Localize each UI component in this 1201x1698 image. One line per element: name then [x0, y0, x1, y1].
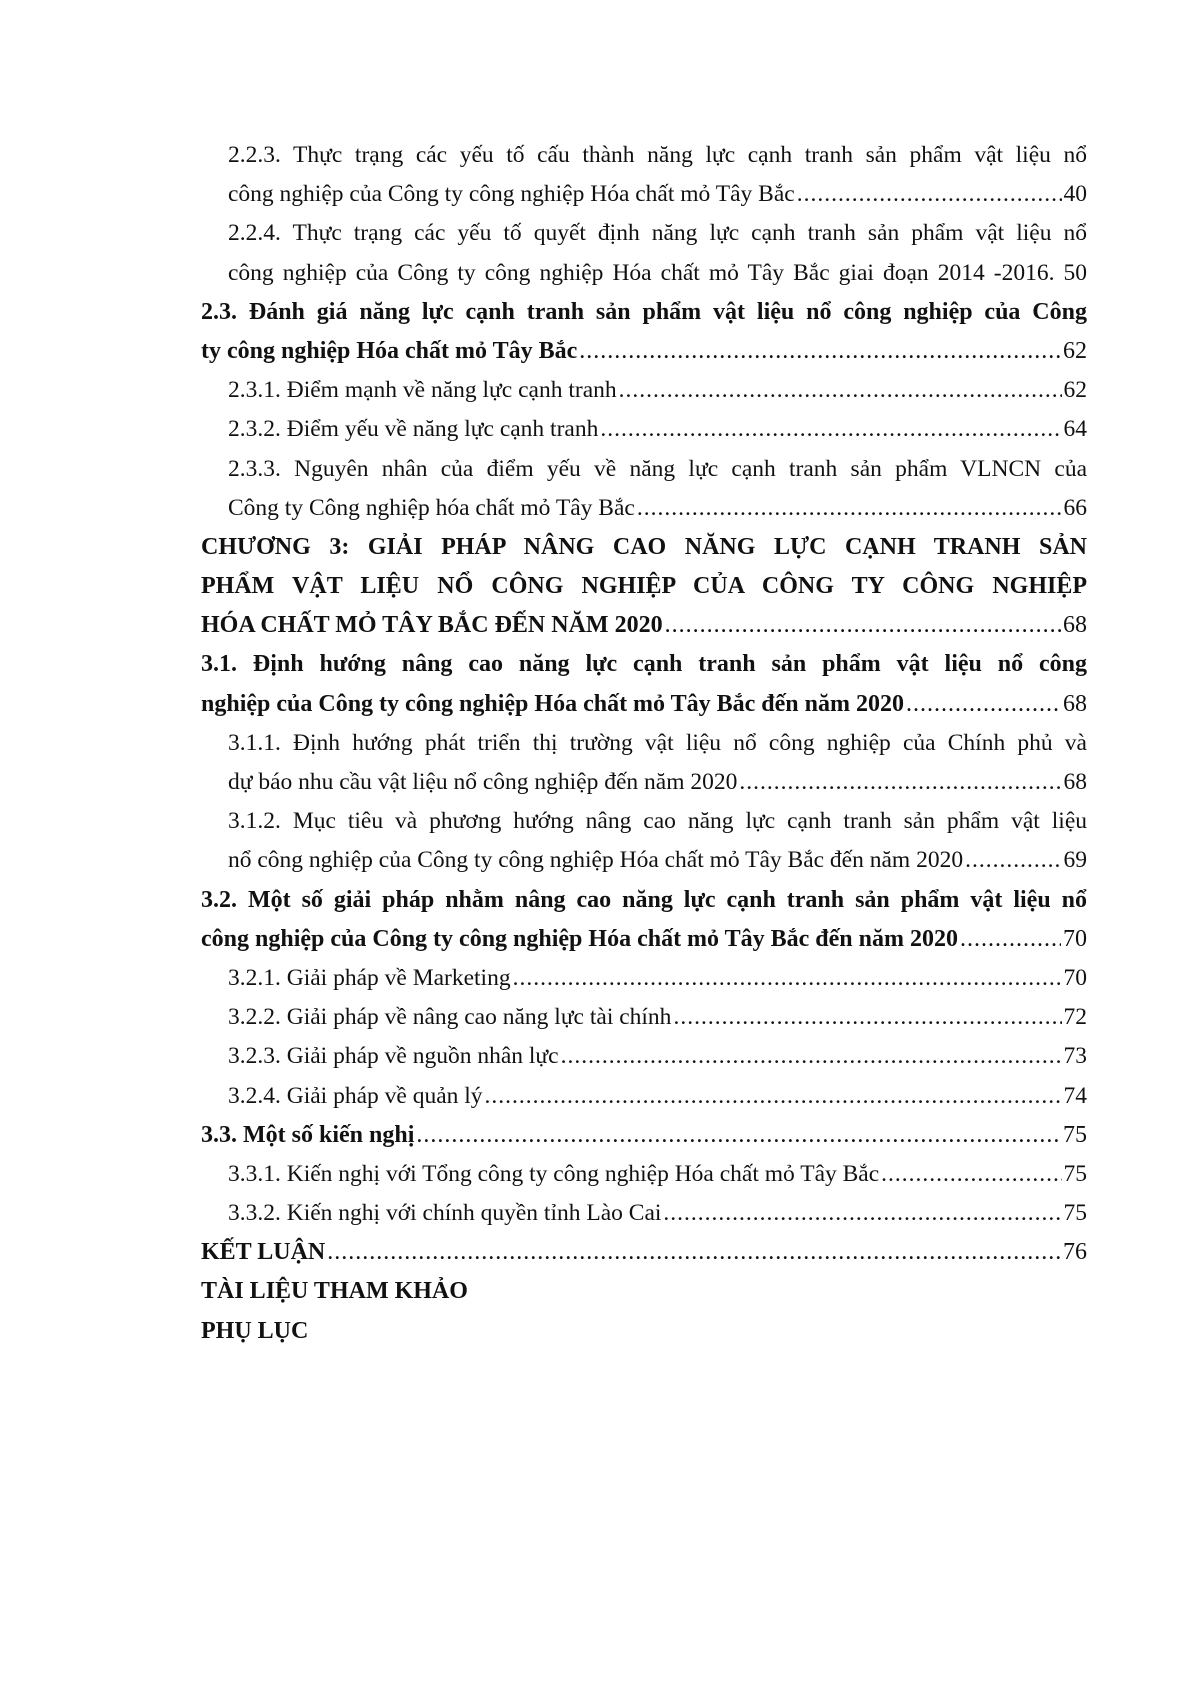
toc-entry-3-1-1-line-1: 3.1.1. Định hướng phát triển thị trường vật liệu nổ công nghiệp của Chính phủ và — [228, 729, 1087, 756]
toc-entry-text: công nghiệp của Công ty công nghiệp Hóa chất mỏ Tây Bắc đến năm 2020 — [201, 925, 958, 952]
toc-entry-3-1-1-line-2 — [201, 763, 1087, 802]
toc-entry-text: 2.3.2. Điểm yếu về năng lực cạnh tranh — [228, 416, 599, 443]
toc-entry-3-2-line-1: 3.2. Một số giải pháp nhằm nâng cao năng lực cạnh tranh sản phẩm vật liệu nổ — [201, 886, 1087, 913]
toc-entry-ket-luan — [201, 1233, 1087, 1272]
toc-entry-2-3-line-1: 2.3. Đánh giá năng lực cạnh tranh sản phẩm vật liệu nổ công nghiệp của Công — [201, 298, 1087, 325]
toc-entry-2-3-3-line-2 — [201, 489, 1087, 528]
toc-page-number: 70 — [1063, 925, 1087, 952]
dot-leader — [327, 1233, 1061, 1272]
dot-leader — [673, 998, 1061, 1037]
toc-page-number: 64 — [1063, 416, 1087, 443]
toc-entry-3-3-2 — [201, 1194, 1087, 1233]
toc-entry-chapter-3-line-3 — [201, 606, 1087, 645]
dot-leader — [485, 1077, 1062, 1116]
toc-page-number: 69 — [1063, 847, 1087, 874]
toc-entry-text: 3.3.1. Kiến nghị với Tổng công ty công nghiệp Hóa chất mỏ Tây Bắc — [228, 1160, 880, 1187]
dot-leader — [600, 410, 1061, 449]
dot-leader — [665, 606, 1061, 645]
toc-page-number: 68 — [1063, 690, 1087, 717]
toc-page-number: 70 — [1063, 964, 1087, 991]
dot-leader — [965, 841, 1061, 880]
toc-entry-2-3-2 — [201, 410, 1087, 449]
dot-leader — [416, 1116, 1061, 1155]
toc-entry-3-2-1 — [201, 959, 1087, 998]
toc-entry-text: 3.3.2. Kiến nghị với chính quyền tỉnh Lào Cai — [228, 1200, 662, 1227]
dot-leader — [960, 920, 1061, 959]
toc-entry-text: HÓA CHẤT MỎ TÂY BẮC ĐẾN NĂM 2020 — [201, 612, 663, 639]
toc-entry-chapter-3-line-1: CHƯƠNG 3: GIẢI PHÁP NÂNG CAO NĂNG LỰC CẠNH TRANH SẢN — [201, 533, 1087, 560]
toc-page-number: 40 — [1063, 181, 1087, 208]
toc-page-number: 74 — [1063, 1082, 1087, 1109]
toc-entry-references: TÀI LIỆU THAM KHẢO — [201, 1278, 468, 1305]
toc-page-number: 73 — [1063, 1043, 1087, 1070]
toc-entry-3-2-4 — [201, 1077, 1087, 1116]
dot-leader — [513, 959, 1062, 998]
toc-page-number: 72 — [1063, 1004, 1087, 1031]
dot-leader — [881, 1155, 1061, 1194]
toc-entry-text: nghiệp của Công ty công nghiệp Hóa chất mỏ Tây Bắc đến năm 2020 — [201, 690, 904, 717]
toc-page-number: 66 — [1063, 494, 1087, 521]
toc-entry-3-2-line-2 — [201, 920, 1087, 959]
toc-page-number: 75 — [1063, 1121, 1087, 1148]
toc-entry-3-1-2-line-1: 3.1.2. Mục tiêu và phương hướng nâng cao năng lực cạnh tranh sản phẩm vật liệu — [228, 808, 1087, 835]
toc-page-number: 62 — [1063, 377, 1087, 404]
dot-leader — [797, 175, 1062, 214]
toc-entry-3-3 — [201, 1116, 1087, 1155]
toc-entry-2-2-3-line-1: 2.2.3. Thực trạng các yếu tố cấu thành năng lực cạnh tranh sản phẩm vật liệu nổ — [228, 142, 1087, 168]
toc-entry-text: nổ công nghiệp của Công ty công nghiệp Hóa chất mỏ Tây Bắc đến năm 2020 — [228, 847, 964, 874]
toc-page-number: 76 — [1063, 1239, 1087, 1266]
toc-page-number: 62 — [1063, 337, 1087, 364]
dot-leader — [906, 685, 1061, 724]
dot-leader — [619, 371, 1062, 410]
dot-leader — [637, 489, 1062, 528]
toc-entry-text: dự báo nhu cầu vật liệu nổ công nghiệp đến năm 2020 — [228, 769, 738, 795]
toc-entry-text: ty công nghiệp Hóa chất mỏ Tây Bắc — [201, 337, 578, 364]
toc-entry-text: KẾT LUẬN — [201, 1239, 326, 1266]
toc-entry-text: 3.2.3. Giải pháp về nguồn nhân lực — [228, 1043, 559, 1070]
toc-entry-2-3-1 — [201, 371, 1087, 410]
toc-page-number: 75 — [1063, 1160, 1087, 1187]
dot-leader — [739, 763, 1061, 802]
toc-entry-3-3-1 — [201, 1155, 1087, 1194]
toc-entry-3-1-2-line-2 — [201, 841, 1087, 880]
toc-page-number: 68 — [1063, 612, 1087, 639]
toc-entry-text: 3.2.2. Giải pháp về nâng cao năng lực tài chính — [228, 1004, 672, 1031]
toc-entry-text: 2.3.1. Điểm mạnh về năng lực cạnh tranh — [228, 377, 617, 404]
toc-entry-2-3-line-2 — [201, 332, 1087, 371]
toc-entry-2-2-4-line-2: công nghiệp của Công ty công nghiệp Hóa chất mỏ Tây Bắc giai đoạn 2014 -2016. 50 — [228, 259, 1087, 286]
toc-entry-text: 3.3. Một số kiến nghị — [201, 1121, 415, 1148]
toc-entry-3-1-line-1: 3.1. Định hướng nâng cao năng lực cạnh tranh sản phẩm vật liệu nổ công — [201, 651, 1087, 678]
toc-entry-2-2-4-line-1: 2.2.4. Thực trạng các yếu tố quyết định năng lực cạnh tranh sản phẩm vật liệu nổ — [228, 220, 1087, 247]
toc-page-number: 75 — [1063, 1200, 1087, 1227]
table-of-contents — [201, 136, 1087, 1351]
dot-leader — [663, 1194, 1061, 1233]
toc-entry-2-3-3-line-1: 2.3.3. Nguyên nhân của điểm yếu về năng lực cạnh tranh sản phẩm VLNCN của — [228, 455, 1087, 482]
toc-entry-text: 3.2.4. Giải pháp về quản lý — [228, 1082, 483, 1109]
dot-leader — [579, 332, 1061, 371]
toc-entry-3-2-3 — [201, 1037, 1087, 1076]
toc-entry-chapter-3-line-2: PHẨM VẬT LIỆU NỔ CÔNG NGHIỆP CỦA CÔNG TY CÔNG NGHIỆP — [201, 573, 1087, 600]
toc-entry-text: công nghiệp của Công ty công nghiệp Hóa chất mỏ Tây Bắc — [228, 181, 795, 208]
dot-leader — [561, 1037, 1062, 1076]
toc-entry-3-2-2 — [201, 998, 1087, 1037]
toc-entry-3-1-line-2 — [201, 685, 1087, 724]
toc-entry-2-2-3-line-2 — [201, 175, 1087, 214]
toc-entry-text: Công ty Công nghiệp hóa chất mỏ Tây Bắc — [228, 494, 635, 521]
toc-page-number: 68 — [1063, 769, 1087, 795]
toc-entry-text: 3.2.1. Giải pháp về Marketing — [228, 964, 511, 991]
toc-entry-appendix: PHỤ LỤC — [201, 1317, 309, 1344]
